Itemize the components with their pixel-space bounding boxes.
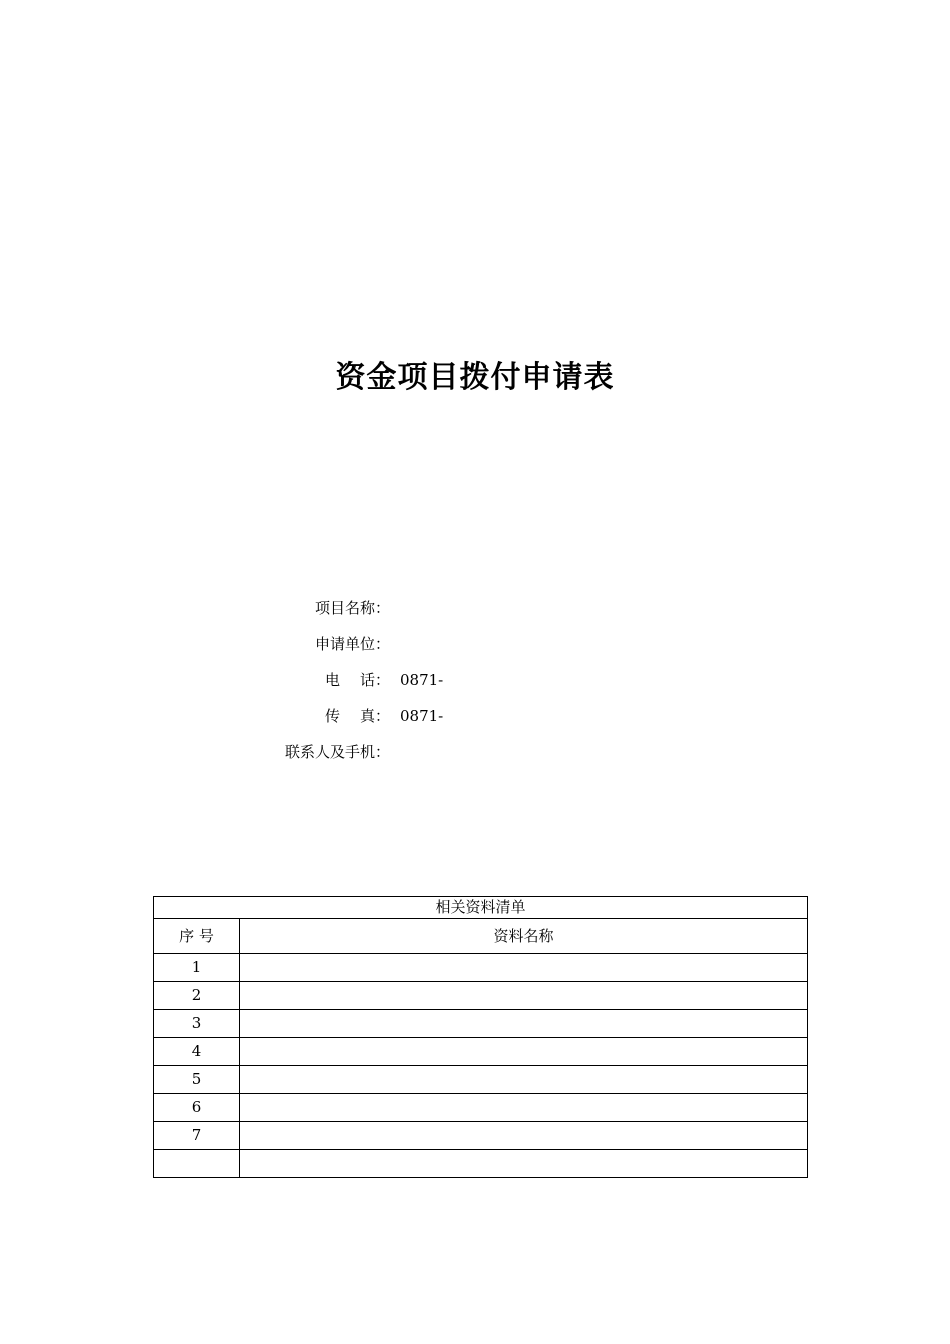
table-row [154, 1094, 808, 1122]
row-seq: 1 [154, 954, 240, 982]
document-title: 资金项目拨付申请表 [335, 360, 615, 395]
field-applicant-unit [0, 632, 950, 656]
field-fax [0, 704, 950, 728]
field-fax-label [0, 704, 390, 728]
row-name [240, 982, 808, 1010]
row-name [240, 1010, 808, 1038]
table-row [154, 1122, 808, 1150]
row-seq: 7 [154, 1122, 240, 1150]
row-seq [154, 1150, 240, 1178]
field-contact [0, 740, 950, 764]
table-caption-row [154, 897, 808, 919]
field-fax-label-part2: 真： [359, 707, 390, 725]
row-name [240, 1150, 808, 1178]
row-name [240, 1094, 808, 1122]
field-fax-label-part1: 传 [324, 707, 340, 725]
table-row [154, 1038, 808, 1066]
table-caption: 相关资料清单 [154, 897, 808, 919]
table-row [154, 1010, 808, 1038]
col-header-seq: 序 号 [154, 919, 240, 954]
row-seq: 4 [154, 1038, 240, 1066]
field-phone-label-part1: 电 [324, 671, 340, 689]
table-row [154, 1066, 808, 1094]
field-phone-label [0, 668, 390, 692]
table-row [154, 954, 808, 982]
col-header-name: 资料名称 [240, 919, 808, 954]
table-row [154, 982, 808, 1010]
row-seq: 6 [154, 1094, 240, 1122]
row-name [240, 1122, 808, 1150]
field-applicant-unit-label: 申请单位： [314, 635, 390, 653]
field-project-name [0, 596, 950, 620]
table-row [154, 1150, 808, 1178]
field-phone-label-part2: 话： [359, 671, 390, 689]
field-contact-label: 联系人及手机： [284, 743, 390, 761]
row-name [240, 1066, 808, 1094]
row-seq: 2 [154, 982, 240, 1010]
document-list-table [153, 896, 808, 1178]
field-project-name-label: 项目名称： [314, 599, 390, 617]
table-header-row [154, 919, 808, 954]
field-phone-value: 0871- [400, 671, 444, 689]
field-fax-value: 0871- [400, 707, 444, 725]
field-phone [0, 668, 950, 692]
row-name [240, 954, 808, 982]
row-name [240, 1038, 808, 1066]
row-seq: 5 [154, 1066, 240, 1094]
row-seq: 3 [154, 1010, 240, 1038]
